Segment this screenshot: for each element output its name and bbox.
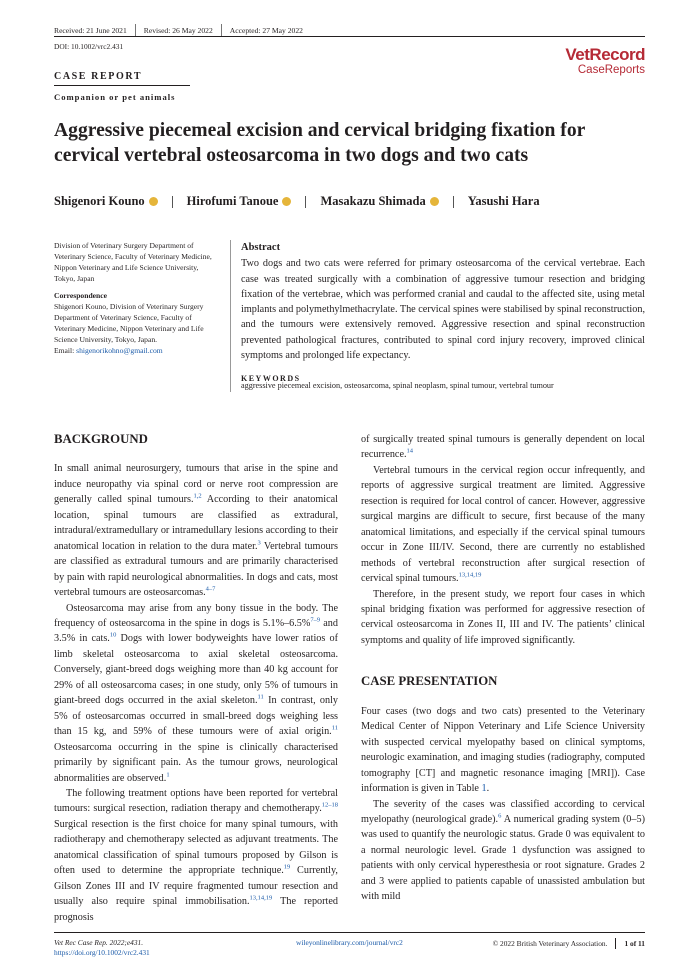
citation-link[interactable]: 13,14,19	[249, 894, 273, 902]
footer-right	[493, 938, 645, 949]
text-run: Dogs with lower bodyweights have lower ratios of limb skeletal osteosarcoma to axial skeletal osteosarcoma. Conversely, giant-breed dogs weighing more than 40 kg account for 29% of all osteosarcoma cases; in one study, only 5% of tumours in giant-breed dogs occurred in the axial skeleton.	[54, 633, 338, 707]
affiliation-block	[54, 240, 214, 356]
text-run: Osteosarcoma occurring in the spine is clinically characterised primarily by significant pain. As the tumour grows, neurological abnormalities are observed.	[54, 741, 338, 784]
footer-citation	[54, 938, 150, 958]
orcid-icon[interactable]	[430, 197, 439, 206]
divider	[453, 196, 454, 208]
text-run: and 3.5% in cats.	[54, 617, 338, 645]
article-category: Companion or pet animals	[54, 92, 176, 102]
paragraph	[54, 461, 338, 600]
paragraph	[361, 432, 645, 463]
email-link[interactable]: shigenorikohno@gmail.com	[76, 346, 163, 355]
text-run: Vertebral tumours in the cervical region occur infrequently, and reports of aggressive surgical treatment are limited. Aggressive resection is required for local control of cancer. However, aggressive surgical margins are difficult to secure, first because of the many anatomical limitations, and especially if the cervical spinal tumours occur in Zone III/IV. Second, there are currently no established methods of vertebral reconstruction after surgical resection of cervical spinal tumours.	[361, 464, 645, 585]
divider	[221, 24, 222, 36]
author[interactable]	[187, 194, 292, 209]
right-column	[361, 432, 645, 905]
header-rule	[54, 36, 645, 37]
correspondence-label: Correspondence	[54, 291, 108, 300]
abstract-text: Two dogs and two cats were referred for primary osteosarcoma of the cervical vertebrae. Each case was treated surgically with a combination of aggressive tumour resection and bridging fixation of the vertebrae, which was performed cranial and caudal to the affected site, using metal implants and polymethylmethacrylate. The cervical spines were stabilised by spinal reconstruction, and the tumours were extensively removed. Aggressive resection and spinal reconstruction prevented pathological fractures, contributed to spinal cord injury recovery, improved clinical symptoms and prolonged life expectancy.	[241, 258, 645, 362]
citation-link[interactable]: 14	[406, 448, 414, 456]
text-run: The following treatment options have been reported for vertebral tumours: surgical resection, radiation therapy and chemotherapy.	[54, 787, 338, 815]
paragraph	[361, 704, 645, 797]
citation-link[interactable]: 7–9	[310, 616, 321, 624]
citation: Vet Rec Case Rep. 2022;e431.	[54, 938, 144, 947]
divider	[305, 196, 306, 208]
divider	[615, 938, 616, 949]
text-run: The severity of the cases was classified according to cervical myelopathy (neurological grade).	[361, 798, 645, 825]
citation-link[interactable]: 13,14,19	[458, 571, 482, 579]
footer-rule	[54, 932, 645, 933]
text-run: In small animal neurosurgery, tumours that arise in the spine and induce neuropathy via spinal cord or nerve root compression are generally called spinal tumours.	[54, 463, 338, 506]
keywords-heading: KEYWORDS	[241, 374, 301, 383]
table-reference-link[interactable]: 1	[481, 783, 487, 795]
paragraph	[361, 797, 645, 905]
journal-logo-subtitle: CaseReports	[577, 64, 645, 76]
paragraph	[54, 601, 338, 786]
author[interactable]	[320, 194, 438, 209]
section-heading: BACKGROUND	[54, 432, 148, 446]
paragraph	[361, 587, 645, 649]
paragraph	[361, 463, 645, 587]
text-run: According to their anatomical location, spinal tumours are classified as extradural, intradural/extramedullary or intramedullary lesions according to their anatomical location in relation to the dura mater.	[54, 494, 339, 552]
paragraph	[54, 786, 338, 925]
abstract	[241, 240, 645, 363]
citation-link[interactable]: 11	[331, 724, 338, 732]
email-label: Email:	[54, 346, 75, 355]
email-line	[54, 345, 214, 356]
text-run: Four cases (two dogs and two cats) presented to the Veterinary Medical Center of Nippon Veterinary and Life Science University with suspected cervical myelopathy based on clinical symptoms, neurologic examination, and imaging studies (radiography, computed tomography [CT] and magnetic resonance imaging [MRI]). Case information is given in Table	[361, 705, 645, 795]
author-name[interactable]: Shigenori Kouno	[54, 194, 145, 208]
orcid-icon[interactable]	[282, 197, 291, 206]
citation-link[interactable]: 10	[109, 632, 117, 640]
text-run: Vertebral tumours are classified as extradural tumours and are primarily characterised by pain with rapid neurological abnormalities. In dogs and cats, most vertebral tumours are osteosarcomas.	[54, 540, 338, 599]
copyright: © 2022 British Veterinary Association.	[492, 939, 608, 948]
citation-link[interactable]: 4–7	[205, 585, 216, 593]
revised-date: Revised: 26 May 2022	[143, 25, 213, 35]
journal-website-link[interactable]: wileyonlinelibrary.com/journal/vrc2	[296, 938, 403, 947]
received-date: Received: 21 June 2021	[54, 25, 127, 35]
keywords-text: aggressive piecemeal excision, osteosarcoma, spinal neoplasm, spinal tumour, vertebral tumour	[241, 381, 554, 390]
page-number: 1 of 11	[624, 939, 645, 948]
text-run: Currently, Gilson Zones III and IV require fragmented tumour resection and usually also require spinal immobilisation.	[54, 865, 338, 908]
article-dates	[54, 24, 303, 36]
doi-link[interactable]: https://doi.org/10.1002/vrc2.431	[54, 948, 150, 957]
orcid-icon[interactable]	[149, 197, 158, 206]
article-type-rule	[54, 85, 190, 86]
text-run: Osteosarcoma may arise from any bony tissue in the body. The frequency of osteosarcoma in the spine in dogs is 5.1%–6.5%	[54, 602, 338, 629]
article-title: Aggressive piecemeal excision and cervical bridging fixation for cervical vertebral osteosarcoma in two dogs and two cats	[54, 120, 585, 166]
author-list	[54, 194, 540, 209]
section-heading: CASE PRESENTATION	[361, 674, 498, 689]
text-run: .	[486, 783, 490, 795]
journal-logo	[565, 46, 645, 76]
citation-link[interactable]: 19	[283, 863, 291, 871]
article-type: CASE REPORT	[54, 71, 143, 82]
citation-link[interactable]: 1,2	[193, 492, 202, 500]
citation-link[interactable]: 1	[166, 771, 170, 779]
text-run: A numerical grading system (0–5) was used to quantify the neurologic status. Grade 0 was equivalent to a normal neurologic level. Grade 1 dysfunction was assigned to patients with only cervical hyperesthesia or root signature. Grades 2 and 3 were applied to patients capable of unassisted ambulation but with mild	[361, 813, 645, 903]
column-divider	[230, 240, 231, 392]
citation-link[interactable]: 11	[257, 693, 264, 701]
left-column	[54, 432, 338, 925]
citation-link[interactable]: 6	[498, 812, 502, 820]
text-run: The reported prognosis	[54, 896, 338, 923]
journal-logo-title: VetRecord	[565, 45, 645, 64]
author-name[interactable]: Masakazu Shimada	[320, 194, 426, 208]
accepted-date: Accepted: 27 May 2022	[229, 25, 303, 35]
doi: DOI: 10.1002/vrc2.431	[54, 42, 124, 51]
abstract-heading: Abstract	[241, 242, 281, 253]
text-run: Surgical resection is the first choice for many spinal tumours, with radiotherapy and chemotherapy selected as adjuvant treatments. The anatomical classification of spinal tumours proposed by Gilson is often used to determine the appropriate technique.	[54, 818, 338, 877]
author[interactable]	[468, 194, 540, 209]
divider	[172, 196, 173, 208]
affiliation: Division of Veterinary Surgery Department of Veterinary Science, Faculty of Veterinary Medicine, Nippon Veterinary and Life Science University, Tokyo, Japan	[54, 241, 212, 283]
author-name[interactable]: Yasushi Hara	[467, 194, 540, 208]
divider	[135, 24, 136, 36]
author-name[interactable]: Hirofumi Tanoue	[186, 194, 279, 208]
author[interactable]	[54, 194, 158, 209]
text-run: of surgically treated spinal tumours is generally dependent on local recurrence.	[361, 434, 645, 461]
citation-link[interactable]: 3	[257, 539, 261, 547]
citation-link[interactable]: 12–18	[321, 802, 338, 810]
correspondence-text: Shigenori Kouno, Division of Veterinary Surgery Department of Veterinary Science, Faculty of Veterinary Medicine, Nippon Veterinary and Life Science University, Tokyo, Japan.	[54, 302, 204, 344]
text-run: Therefore, in the present study, we report four cases in which spinal bridging fixation was performed for aggressive resection of cervical osteosarcoma in Zones II, III and IV. The patients’ clinical symptoms and quality of life improved significantly.	[361, 588, 645, 646]
text-run: In contrast, only 5% of osteosarcomas occurred in small-breed dogs weighing less than 15 kg, and 59% of these tumours were of axial origin.	[54, 695, 338, 738]
